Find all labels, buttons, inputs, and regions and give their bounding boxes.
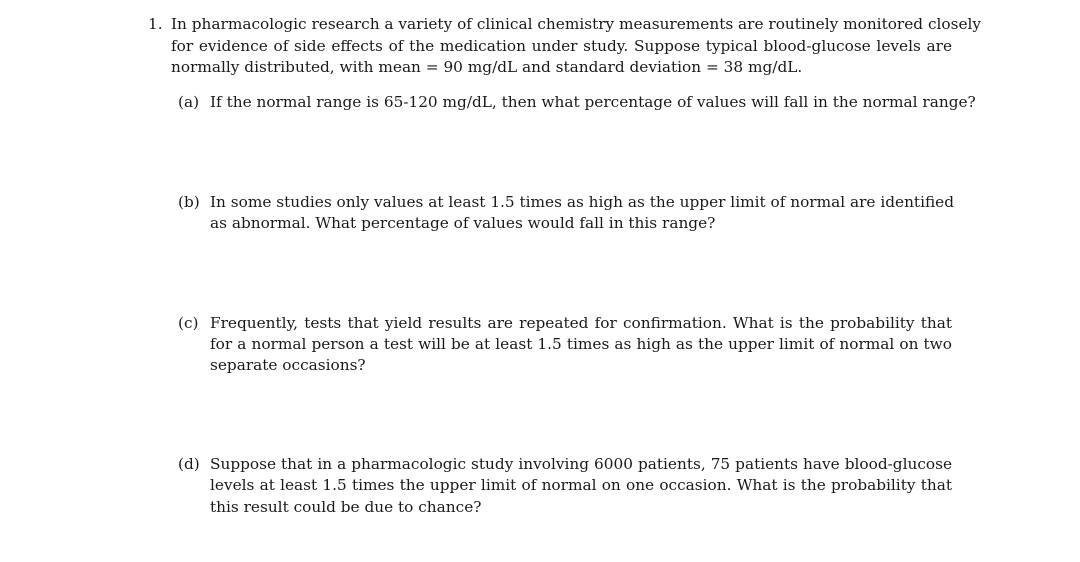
intro-line-3: normally distributed, with mean = 90 mg/dL and standard deviation = 38 mg/dL. [171, 58, 803, 76]
part-d-line-3: this result could be due to chance? [210, 498, 482, 516]
part-b-line-2: as abnormal. What percentage of values would fall in this range? [210, 214, 716, 232]
part-d-line-1: Suppose that in a pharmacologic study involving 6000 patients, 75 patients have blood-glucose [210, 455, 952, 473]
intro-line-1: In pharmacologic research a variety of clinical chemistry measurements are routinely monitored closely [171, 15, 982, 33]
part-d-line-2: levels at least 1.5 times the upper limit of normal on one occasion. What is the probability that [210, 476, 952, 494]
problem-number: 1. [148, 15, 163, 33]
part-b-label: (b) [178, 193, 200, 211]
part-a-label: (a) [178, 93, 200, 111]
part-a-line-1: If the normal range is 65-120 mg/dL, then what percentage of values will fall in the normal range? [210, 93, 976, 111]
intro-line-2: for evidence of side effects of the medication under study. Suppose typical blood-glucose levels are [171, 37, 952, 55]
part-c-label: (c) [178, 314, 199, 332]
part-b-line-1: In some studies only values at least 1.5 times as high as the upper limit of normal are identified [210, 193, 955, 211]
part-c-line-3: separate occasions? [210, 356, 366, 374]
part-c-line-1: Frequently, tests that yield results are repeated for confirmation. What is the probability that [210, 314, 952, 332]
part-d-label: (d) [178, 455, 200, 473]
part-c-line-2: for a normal person a test will be at least 1.5 times as high as the upper limit of normal on two [210, 335, 952, 353]
